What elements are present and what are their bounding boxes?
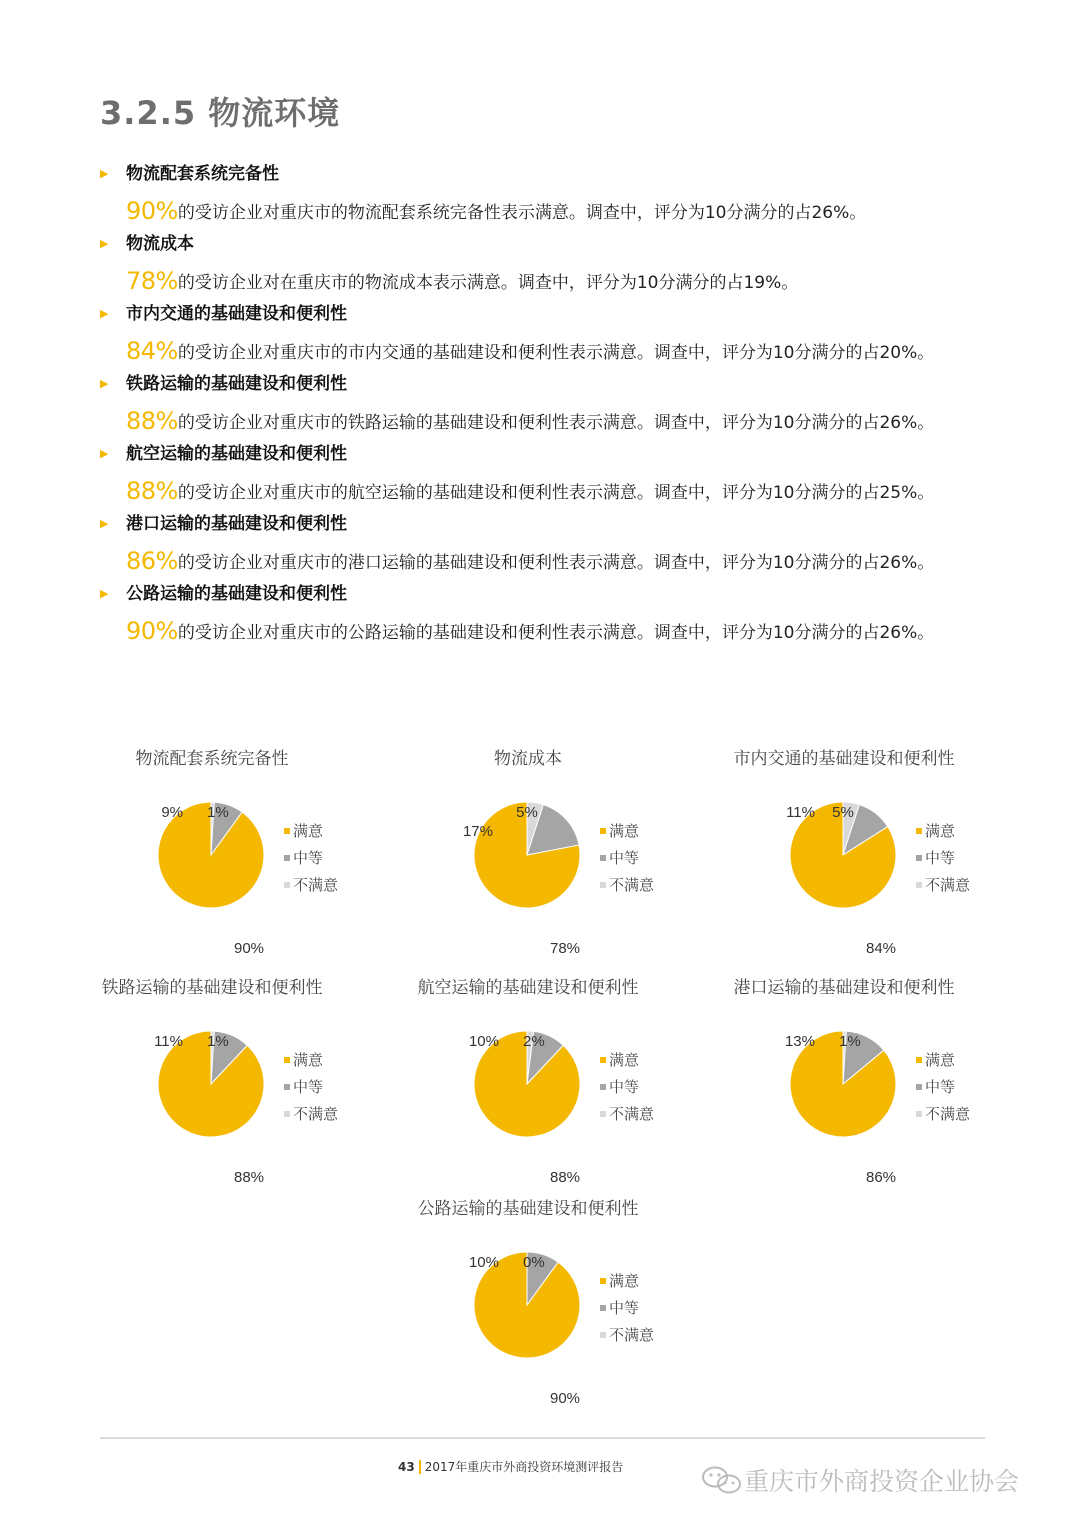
pie-data-label: 1% bbox=[207, 804, 229, 821]
pie-data-label: 10% bbox=[468, 1033, 499, 1050]
chart-title: 市内交通的基础建设和便利性 bbox=[733, 749, 955, 769]
legend-item bbox=[284, 1101, 338, 1128]
legend-label: 不满意 bbox=[609, 1326, 655, 1344]
triangle-bullet-icon: ▶ bbox=[100, 307, 109, 320]
chart-title: 物流成本 bbox=[494, 749, 562, 769]
legend-swatch-unsatisfied bbox=[284, 882, 290, 888]
item-description: 90%的受访企业对重庆市的公路运输的基础建设和便利性表示满意。调查中，评分为10分满分的占26%。 bbox=[126, 617, 935, 645]
survey-item bbox=[100, 298, 1000, 368]
legend-swatch-satisfied bbox=[916, 1057, 922, 1063]
legend-swatch-unsatisfied bbox=[600, 1111, 606, 1117]
legend-label: 满意 bbox=[609, 1051, 640, 1069]
legend-swatch-medium bbox=[916, 855, 922, 861]
item-description: 88%的受访企业对重庆市的铁路运输的基础建设和便利性表示满意。调查中，评分为10分满分的占26%。 bbox=[126, 407, 935, 435]
chart-legend bbox=[916, 818, 970, 899]
legend-item bbox=[916, 1074, 970, 1101]
satisfaction-percent: 86% bbox=[126, 547, 178, 575]
item-description: 88%的受访企业对重庆市的航空运输的基础建设和便利性表示满意。调查中，评分为10分满分的占25%。 bbox=[126, 477, 935, 505]
pie-data-label: 17% bbox=[462, 823, 493, 840]
pie-data-label: 10% bbox=[468, 1254, 499, 1271]
legend-item bbox=[284, 1074, 338, 1101]
chart-title: 铁路运输的基础建设和便利性 bbox=[101, 978, 323, 998]
pie-data-label: 88% bbox=[233, 1169, 265, 1186]
satisfaction-percent: 88% bbox=[126, 477, 178, 505]
satisfaction-percent: 88% bbox=[126, 407, 178, 435]
legend-swatch-satisfied bbox=[600, 828, 606, 834]
legend-item bbox=[600, 1101, 654, 1128]
item-title: ▶ 公路运输的基础建设和便利性 bbox=[100, 584, 347, 604]
legend-swatch-unsatisfied bbox=[600, 882, 606, 888]
triangle-bullet-icon: ▶ bbox=[100, 167, 109, 180]
chart-title: 公路运输的基础建设和便利性 bbox=[417, 1199, 639, 1219]
legend-swatch-satisfied bbox=[600, 1057, 606, 1063]
chart-title: 物流配套系统完备性 bbox=[135, 749, 289, 769]
satisfaction-percent: 90% bbox=[126, 617, 178, 645]
pie-data-label: 1% bbox=[839, 1033, 861, 1050]
pie-svg bbox=[410, 959, 710, 1186]
legend-item bbox=[600, 818, 654, 845]
pie-chart bbox=[94, 730, 394, 957]
footer bbox=[398, 1458, 623, 1475]
legend-item bbox=[600, 1322, 654, 1349]
report-title: 2017年重庆市外商投资环境测评报告 bbox=[424, 1460, 624, 1474]
survey-item bbox=[100, 158, 1000, 228]
pie-charts-grid bbox=[0, 730, 1080, 1410]
wechat-icon bbox=[700, 1465, 744, 1495]
pie-svg bbox=[94, 959, 394, 1186]
footer-divider bbox=[100, 1437, 985, 1439]
pie-data-label: 11% bbox=[154, 1033, 183, 1050]
chart-legend bbox=[284, 1047, 338, 1128]
legend-item bbox=[600, 872, 654, 899]
pie-svg bbox=[410, 1180, 710, 1407]
pie-data-label: 84% bbox=[865, 940, 897, 957]
legend-swatch-unsatisfied bbox=[916, 882, 922, 888]
pie-data-label: 9% bbox=[161, 804, 183, 821]
legend-label: 满意 bbox=[925, 822, 956, 840]
legend-swatch-medium bbox=[284, 855, 290, 861]
triangle-bullet-icon: ▶ bbox=[100, 237, 109, 250]
survey-item bbox=[100, 578, 1000, 648]
chart-title: 港口运输的基础建设和便利性 bbox=[733, 978, 955, 998]
legend-item bbox=[600, 1268, 654, 1295]
pie-chart bbox=[410, 959, 710, 1186]
pie-chart bbox=[410, 730, 710, 957]
pie-chart bbox=[94, 959, 394, 1186]
pie-data-label: 5% bbox=[832, 804, 854, 821]
chart-legend bbox=[600, 1268, 654, 1349]
item-description: 78%的受访企业对在重庆市的物流成本表示满意。调查中，评分为10分满分的占19%。 bbox=[126, 267, 799, 295]
satisfaction-percent: 78% bbox=[126, 267, 178, 295]
legend-swatch-satisfied bbox=[600, 1278, 606, 1284]
legend-item bbox=[284, 845, 338, 872]
survey-item bbox=[100, 438, 1000, 508]
legend-label: 中等 bbox=[925, 849, 956, 867]
legend-label: 中等 bbox=[609, 1078, 640, 1096]
chart-title: 航空运输的基础建设和便利性 bbox=[417, 978, 639, 998]
legend-label: 满意 bbox=[293, 822, 324, 840]
legend-label: 中等 bbox=[293, 849, 324, 867]
chart-legend bbox=[916, 1047, 970, 1128]
legend-label: 不满意 bbox=[925, 1105, 971, 1123]
item-description: 90%的受访企业对重庆市的物流配套系统完备性表示满意。调查中，评分为10分满分的占26%。 bbox=[126, 197, 867, 225]
chart-legend bbox=[284, 818, 338, 899]
legend-label: 中等 bbox=[293, 1078, 324, 1096]
legend-label: 不满意 bbox=[293, 1105, 339, 1123]
legend-swatch-unsatisfied bbox=[916, 1111, 922, 1117]
legend-item bbox=[916, 1101, 970, 1128]
legend-label: 满意 bbox=[293, 1051, 324, 1069]
pie-data-label: 1% bbox=[207, 1033, 229, 1050]
pie-svg bbox=[94, 730, 394, 957]
pie-data-label: 2% bbox=[523, 1033, 545, 1050]
legend-swatch-satisfied bbox=[284, 1057, 290, 1063]
legend-item bbox=[916, 818, 970, 845]
legend-item bbox=[600, 1047, 654, 1074]
page-number: 43 bbox=[398, 1460, 415, 1474]
item-title: ▶ 航空运输的基础建设和便利性 bbox=[100, 444, 347, 464]
legend-swatch-medium bbox=[600, 1305, 606, 1311]
legend-swatch-medium bbox=[284, 1084, 290, 1090]
legend-swatch-unsatisfied bbox=[284, 1111, 290, 1117]
item-title: ▶ 物流配套系统完备性 bbox=[100, 164, 279, 184]
pie-data-label: 0% bbox=[523, 1254, 545, 1271]
item-title: ▶ 物流成本 bbox=[100, 234, 194, 254]
pie-data-label: 86% bbox=[865, 1169, 897, 1186]
legend-label: 不满意 bbox=[925, 876, 971, 894]
item-title: ▶ 铁路运输的基础建设和便利性 bbox=[100, 374, 347, 394]
legend-label: 满意 bbox=[609, 1272, 640, 1290]
legend-label: 中等 bbox=[609, 1299, 640, 1317]
chart-legend bbox=[600, 1047, 654, 1128]
legend-swatch-medium bbox=[600, 855, 606, 861]
triangle-bullet-icon: ▶ bbox=[100, 447, 109, 460]
pie-svg bbox=[726, 959, 1026, 1186]
pie-chart bbox=[726, 730, 1026, 957]
item-title: ▶ 港口运输的基础建设和便利性 bbox=[100, 514, 347, 534]
pie-data-label: 13% bbox=[784, 1033, 815, 1050]
legend-swatch-satisfied bbox=[284, 828, 290, 834]
pie-data-label: 11% bbox=[786, 804, 815, 821]
legend-item bbox=[284, 1047, 338, 1074]
legend-label: 中等 bbox=[925, 1078, 956, 1096]
legend-item bbox=[600, 1074, 654, 1101]
pie-data-label: 78% bbox=[549, 940, 581, 957]
legend-label: 不满意 bbox=[609, 876, 655, 894]
pie-data-label: 88% bbox=[549, 1169, 581, 1186]
section-heading: 3.2.5 物流环境 bbox=[100, 94, 341, 132]
legend-swatch-medium bbox=[600, 1084, 606, 1090]
legend-label: 不满意 bbox=[293, 876, 339, 894]
legend-item bbox=[916, 872, 970, 899]
legend-swatch-medium bbox=[916, 1084, 922, 1090]
legend-swatch-satisfied bbox=[916, 828, 922, 834]
survey-items bbox=[100, 158, 1000, 648]
pie-chart bbox=[726, 959, 1026, 1186]
legend-item bbox=[916, 1047, 970, 1074]
chart-legend bbox=[600, 818, 654, 899]
pie-svg bbox=[726, 730, 1026, 957]
triangle-bullet-icon: ▶ bbox=[100, 377, 109, 390]
pie-data-label: 5% bbox=[516, 804, 538, 821]
legend-label: 满意 bbox=[609, 822, 640, 840]
survey-item bbox=[100, 368, 1000, 438]
survey-item bbox=[100, 508, 1000, 578]
triangle-bullet-icon: ▶ bbox=[100, 517, 109, 530]
pie-svg bbox=[410, 730, 710, 957]
legend-item bbox=[284, 818, 338, 845]
legend-label: 中等 bbox=[609, 849, 640, 867]
pie-data-label: 90% bbox=[549, 1390, 581, 1407]
pie-data-label: 90% bbox=[233, 940, 265, 957]
legend-label: 不满意 bbox=[609, 1105, 655, 1123]
item-description: 84%的受访企业对重庆市的市内交通的基础建设和便利性表示满意。调查中，评分为10分满分的占20%。 bbox=[126, 337, 935, 365]
watermark bbox=[700, 1462, 1019, 1498]
legend-item bbox=[916, 845, 970, 872]
satisfaction-percent: 90% bbox=[126, 197, 178, 225]
legend-item bbox=[600, 845, 654, 872]
footer-separator bbox=[419, 1460, 421, 1474]
triangle-bullet-icon: ▶ bbox=[100, 587, 109, 600]
survey-item bbox=[100, 228, 1000, 298]
satisfaction-percent: 84% bbox=[126, 337, 178, 365]
item-description: 86%的受访企业对重庆市的港口运输的基础建设和便利性表示满意。调查中，评分为10分满分的占26%。 bbox=[126, 547, 935, 575]
legend-item bbox=[284, 872, 338, 899]
legend-label: 满意 bbox=[925, 1051, 956, 1069]
watermark-text: 重庆市外商投资企业协会 bbox=[744, 1467, 1020, 1496]
legend-swatch-unsatisfied bbox=[600, 1332, 606, 1338]
legend-item bbox=[600, 1295, 654, 1322]
pie-chart bbox=[410, 1180, 710, 1407]
item-title: ▶ 市内交通的基础建设和便利性 bbox=[100, 304, 347, 324]
